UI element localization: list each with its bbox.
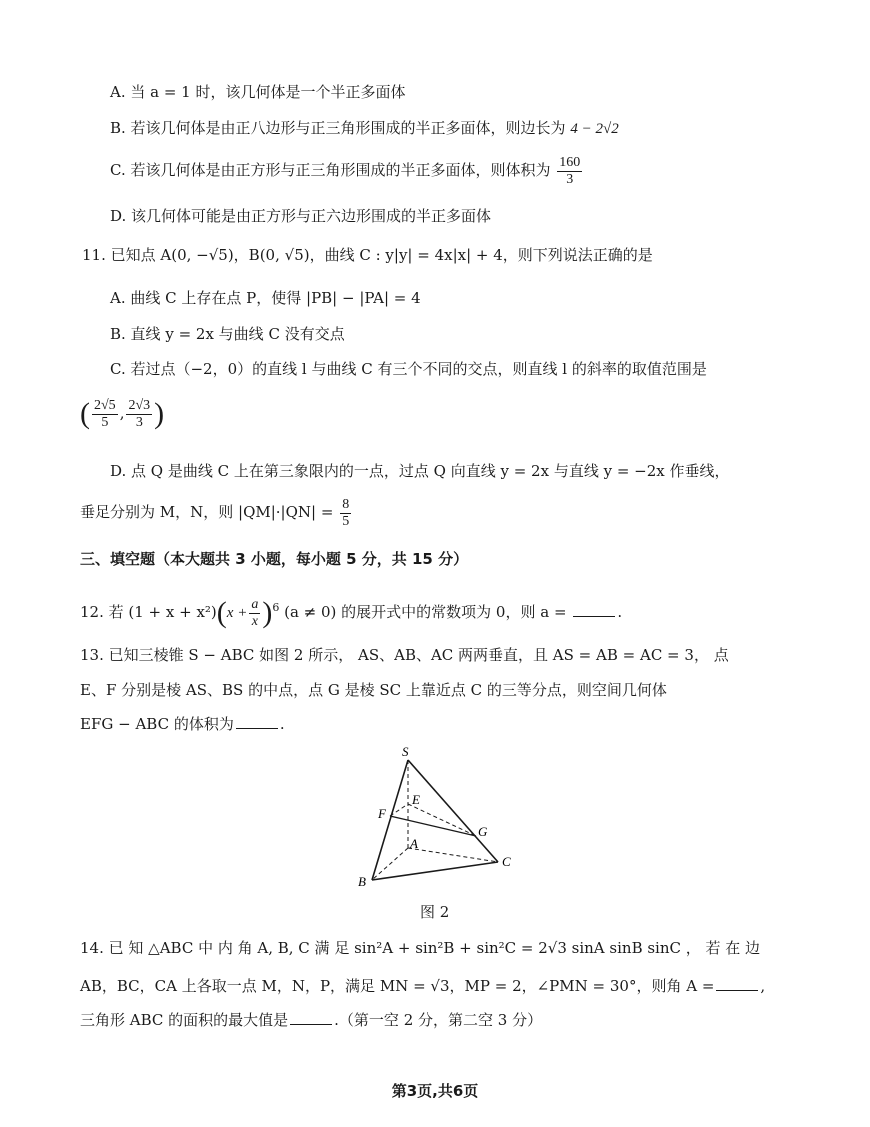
label-c: C <box>502 854 511 869</box>
q14-answer-blank-1[interactable] <box>716 990 758 991</box>
q11-option-d: D. 点 Q 是曲线 C 上在第三象限内的一点，过点 Q 向直线 y = 2x 与直线 y = −2x 作垂线， <box>110 462 730 480</box>
q11-option-c: C. 若过点（−2，0）的直线 l 与曲线 C 有三个不同的交点，则直线 l 的斜率的取值范围是 <box>110 360 707 378</box>
label-a: A <box>410 836 418 851</box>
q11-range-low: $\frac{2√5}{5}$ <box>94 397 116 430</box>
q14-line3: 三角形 ABC 的面积的最大值是 .（第一空 2 分，第二空 3 分） <box>80 1011 543 1029</box>
q12-exponent: 6 <box>272 601 280 614</box>
q12-pre: 12. 若 (1 + x + x²) <box>80 603 217 621</box>
q10-option-d: D. 该几何体可能是由正方形与正六边形围成的半正多面体 <box>110 207 492 225</box>
q11-option-d-fraction: $\frac{8}{5}$ <box>342 496 350 529</box>
figure-2-tetrahedron <box>350 742 530 892</box>
q12-mid: (a ≠ 0) 的展开式中的常数项为 0，则 a = <box>284 603 567 621</box>
q10-option-c <box>110 152 584 188</box>
q13-line2: E、F 分别是棱 AS、BS 的中点，点 G 是棱 SC 上靠近点 C 的三等分点，则空间几何体 <box>80 681 667 699</box>
q10-option-a: A. 当 a = 1 时，该几何体是一个半正多面体 <box>110 83 406 101</box>
q10-option-b-value: 4 − 2√2 <box>570 121 619 137</box>
figure-caption: 图 2 <box>420 903 450 921</box>
label-b: B <box>358 874 366 889</box>
q14-line2: AB，BC，CA 上各取一点 M，N，P，满足 MN = √3，MP = 2，∠PMN = 30°，则角 A = , <box>80 977 766 995</box>
q13-line3-text: EFG − ABC 的体积为 <box>80 715 234 733</box>
label-e: E <box>412 792 420 807</box>
q10-option-b <box>110 118 619 139</box>
q14-answer-blank-2[interactable] <box>290 1024 332 1025</box>
q14-line1: 14. 已 知 △ABC 中 内 角 A, B, C 满 足 sin²A + sin²B + sin²C = 2√3 sinA sinB sinC ， 若 在 边 <box>80 939 761 957</box>
edge-sc <box>408 760 498 862</box>
q14-line2-text: AB，BC，CA 上各取一点 M，N，P，满足 MN = √3，MP = 2，∠PMN = 30°，则角 A = <box>80 977 715 995</box>
page-footer: 第3页,共6页 <box>391 1082 479 1100</box>
q11-option-a: A. 曲线 C 上存在点 P，使得 |PB| − |PA| = 4 <box>110 289 421 307</box>
q11-option-d-text: 垂足分别为 M，N，则 |QM|·|QN| = <box>80 503 334 521</box>
label-f: F <box>378 806 386 821</box>
q11-option-b: B. 直线 y = 2x 与曲线 C 没有交点 <box>110 325 345 343</box>
edge-ac <box>408 848 498 862</box>
edge-bc <box>372 862 498 880</box>
q11-stem: 11. 已知点 A(0, −√5)，B(0, √5)，曲线 C : y|y| = 4x|x| + 4，则下列说法正确的是 <box>82 246 653 264</box>
q12-fraction: $\frac{a}{x}$ <box>251 596 259 629</box>
q13-line1: 13. 已知三棱锥 S − ABC 如图 2 所示， AS、AB、AC 两两垂直，且 AS = AB = AC = 3， 点 <box>80 646 729 664</box>
q10-option-b-text: B. 若该几何体是由正八边形与正三角形围成的半正多面体，则边长为 <box>110 119 566 137</box>
label-s: S <box>402 744 409 759</box>
section-heading-fill-in: 三、填空题（本大题共 3 小题，每小题 5 分，共 15 分） <box>80 550 469 568</box>
q10-option-c-text: C. 若该几何体是由正方形与正三角形围成的半正多面体，则体积为 <box>110 161 551 179</box>
q11-range-high: $\frac{2√3}{3}$ <box>128 397 151 430</box>
q13-line3: EFG − ABC 的体积为 . <box>80 715 285 733</box>
q12-answer-blank[interactable] <box>573 616 615 617</box>
edge-fg <box>390 816 476 836</box>
q12: 12. 若 (1 + x + x²)(x + $\frac{a}{x}$ )$^6$ (a ≠ 0) 的展开式中的常数项为 0，则 a = . <box>80 596 623 629</box>
edge-eg <box>408 804 476 836</box>
q10-option-c-fraction: $\frac{160}{3}$ <box>559 154 581 187</box>
label-g: G <box>478 824 488 839</box>
q14-line3-text: 三角形 ABC 的面积的最大值是 <box>80 1011 289 1029</box>
q11-option-d-cont <box>80 494 353 530</box>
q13-answer-blank[interactable] <box>236 728 278 729</box>
q11-option-c-range: ( $\frac{2√5}{5}$ , $\frac{2√3}{3}$ ) <box>80 397 165 430</box>
